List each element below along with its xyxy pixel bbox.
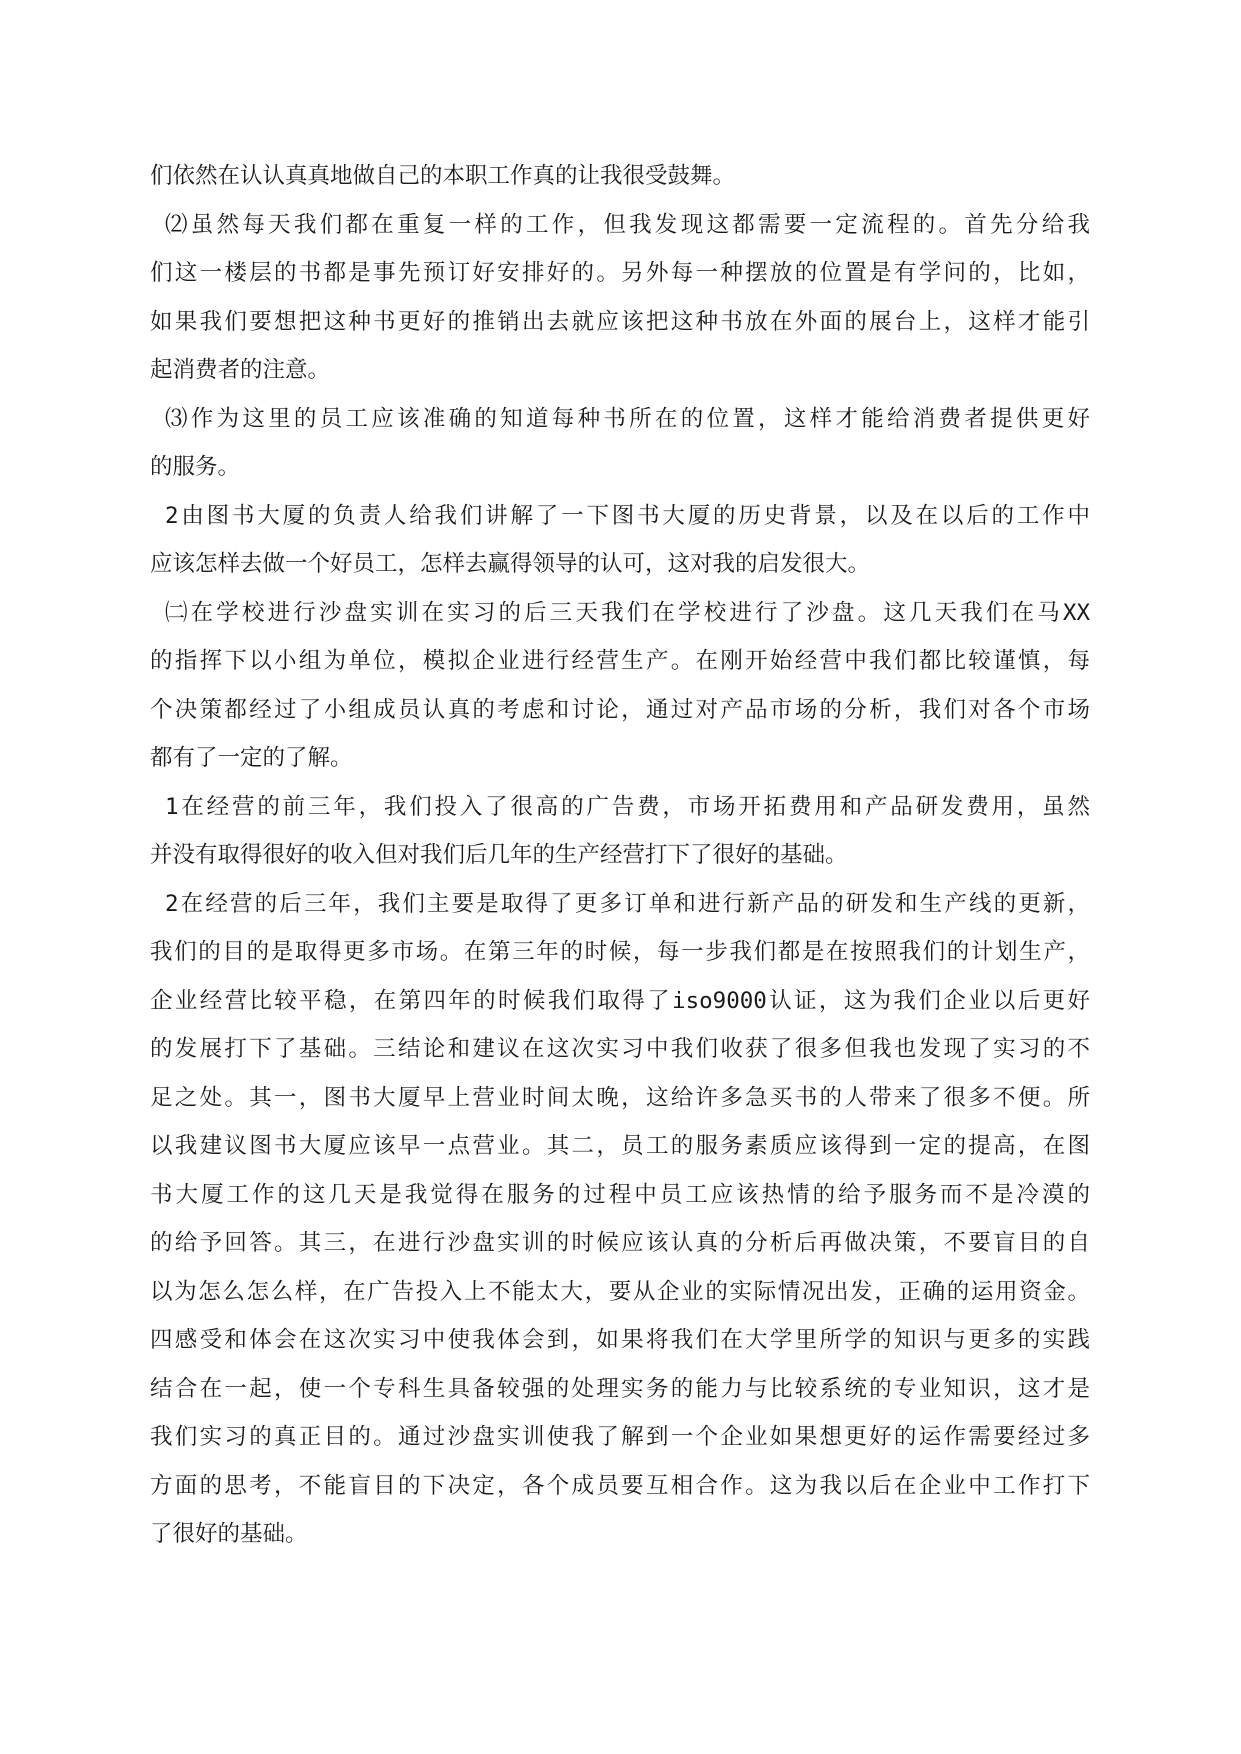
text-line: 如果我们要想把这种书更好的推销出去就应该把这种书放在外面的展台上，这样才能引 (150, 308, 1090, 335)
text-line: ⑵虽然每天我们都在重复一样的工作，但我发现这都需要一定流程的。首先分给我 (165, 211, 1090, 238)
text-line: 书大厦工作的这几天是我觉得在服务的过程中员工应该热情的给予服务而不是冷漠的 (150, 1181, 1090, 1208)
text-line: 个决策都经过了小组成员认真的考虑和讨论，通过对产品市场的分析，我们对各个市场 (150, 696, 1090, 723)
text-line: 四感受和体会在这次实习中使我体会到，如果将我们在大学里所学的知识与更多的实践 (150, 1327, 1090, 1353)
text-line: 们这一楼层的书都是事先预订好安排好的。另外每一种摆放的位置是有学问的，比如， (150, 260, 1090, 286)
text-line: 的指挥下以小组为单位，模拟企业进行经营生产。在刚开始经营中我们都比较谨慎，每 (150, 648, 1090, 674)
text-line: 的给予回答。其三，在进行沙盘实训的时候应该认真的分析后再做决策，不要盲目的自 (150, 1230, 1090, 1256)
text-line: 以为怎么怎么样，在广告投入上不能太大，要从企业的实际情况出发，正确的运用资金。 (150, 1278, 1090, 1305)
text-line: 并没有取得很好的收入但对我们后几年的生产经营打下了很好的基础。 (150, 842, 848, 868)
text-line: 的发展打下了基础。三结论和建议在这次实习中我们收获了很多但我也发现了实习的不 (150, 1036, 1090, 1062)
text-line: 足之处。其一，图书大厦早上营业时间太晚，这给许多急买书的人带来了很多不便。所 (150, 1084, 1090, 1111)
text-line: 企业经营比较平稳，在第四年的时候我们取得了iso9000认证，这为我们企业以后更好 (150, 987, 1090, 1014)
text-line: ㈡在学校进行沙盘实训在实习的后三天我们在学校进行了沙盘。这几天我们在马XX (165, 599, 1090, 626)
text-line: 都有了一定的了解。 (150, 745, 353, 771)
text-line: 2在经营的后三年，我们主要是取得了更多订单和进行新产品的研发和生产线的更新， (165, 890, 1090, 917)
text-line: 们依然在认认真真地做自己的本职工作真的让我很受鼓舞。 (150, 163, 736, 189)
text-line: 方面的思考，不能盲目的下决定，各个成员要互相合作。这为我以后在企业中工作打下 (150, 1472, 1090, 1499)
text-line: ⑶作为这里的员工应该准确的知道每种书所在的位置，这样才能给消费者提供更好 (165, 405, 1090, 432)
text-line: 的服务。 (150, 454, 241, 480)
text-line: 我们实习的真正目的。通过沙盘实训使我了解到一个企业如果想更好的运作需要经过多 (150, 1424, 1090, 1450)
document-page (150, 152, 1090, 1559)
text-line: 结合在一起，使一个专科生具备较强的处理实务的能力与比较系统的专业知识，这才是 (150, 1375, 1090, 1402)
text-line: 1在经营的前三年，我们投入了很高的广告费，市场开拓费用和产品研发费用，虽然 (165, 793, 1090, 820)
text-line: 了很好的基础。 (150, 1521, 308, 1547)
text-line: 起消费者的注意。 (150, 357, 331, 383)
text-line: 2由图书大厦的负责人给我们讲解了一下图书大厦的历史背景，以及在以后的工作中 (165, 502, 1090, 529)
text-line: 我们的目的是取得更多市场。在第三年的时候，每一步我们都是在按照我们的计划生产， (150, 939, 1090, 965)
text-line: 应该怎样去做一个好员工，怎样去赢得领导的认可，这对我的启发很大。 (150, 551, 871, 577)
text-line: 以我建议图书大厦应该早一点营业。其二，员工的服务素质应该得到一定的提高，在图 (150, 1133, 1090, 1159)
